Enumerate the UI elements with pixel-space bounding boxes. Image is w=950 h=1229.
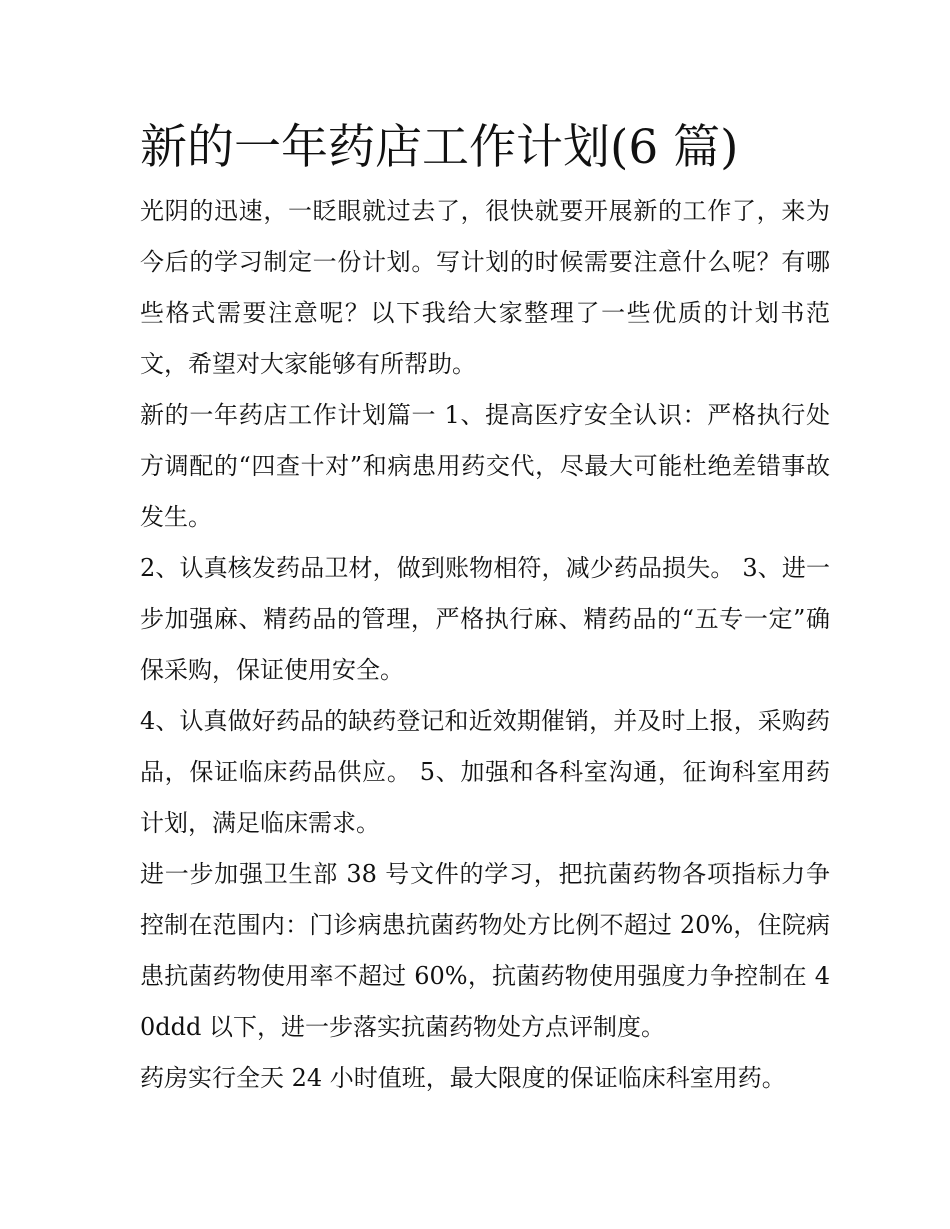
paragraph-pharmacy-duty: 药房实行全天 24 小时值班，最大限度的保证临床科室用药。 xyxy=(140,1064,786,1092)
document-page xyxy=(140,110,830,1104)
paragraph-item-1: 新的一年药店工作计划篇一 1、提高医疗安全认识：严格执行处方调配的“四查十对”和病患用药交代，尽最大可能杜绝差错事故发生。 xyxy=(140,401,830,531)
document-title: 新的一年药店工作计划(6 篇) xyxy=(140,120,739,175)
paragraph-antibiotics: 进一步加强卫生部 38 号文件的学习，把抗菌药物各项指标力争控制在范围内：门诊病患抗菌药物处方比例不超过 20%，住院病患抗菌药物使用率不超过 60%，抗菌药物使用强度力争控制在 40ddd 以下，进一步落实抗菌药物处方点评制度。 xyxy=(140,860,830,1041)
paragraph-items-4-5: 4、认真做好药品的缺药登记和近效期催销，并及时上报，采购药品，保证临床药品供应。 5、加强和各科室沟通，征询科室用药计划，满足临床需求。 xyxy=(140,707,830,837)
paragraph-intro: 光阴的迅速，一眨眼就过去了，很快就要开展新的工作了，来为今后的学习制定一份计划。写计划的时候需要注意什么呢？有哪些格式需要注意呢？以下我给大家整理了一些优质的计划书范文，希望对大家能够有所帮助。 xyxy=(140,197,830,378)
paragraph-items-2-3: 2、认真核发药品卫材，做到账物相符，减少药品损失。 3、进一步加强麻、精药品的管理，严格执行麻、精药品的“五专一定”确保采购，保证使用安全。 xyxy=(140,554,830,684)
